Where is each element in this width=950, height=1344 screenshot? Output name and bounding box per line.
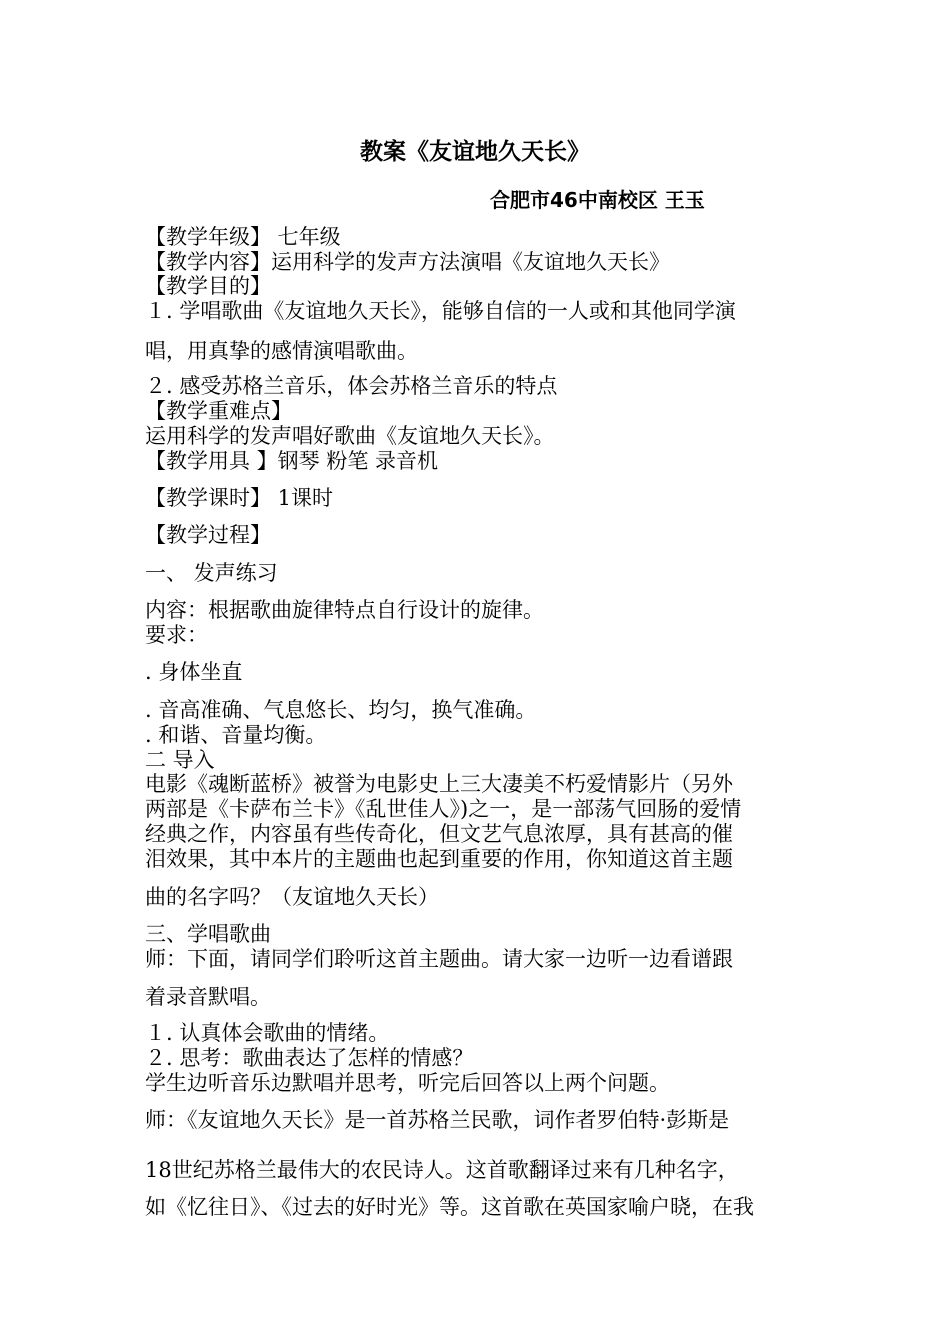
document-author: 合肥市46中南校区 王玉 xyxy=(490,188,705,212)
text-line: 【教学目的】 xyxy=(145,274,271,298)
text-line: . 音高准确、气息悠长、均匀，换气准确。 xyxy=(145,698,537,722)
text-line: 【教学用具 】钢琴 粉笔 录音机 xyxy=(145,449,439,473)
text-line: ２. 思考：歌曲表达了怎样的情感？ xyxy=(145,1046,474,1070)
text-line: 【教学过程】 xyxy=(145,523,271,547)
text-line: 【教学重难点】 xyxy=(145,399,292,423)
text-line: 曲的名字吗？（友谊地久天长） xyxy=(145,885,439,909)
text-line: 两部是《卡萨布兰卡》《乱世佳人》)之一，是一部荡气回肠的爱情 xyxy=(145,797,742,821)
text-line: . 和谐、音量均衡。 xyxy=(145,723,327,747)
text-line: 【教学内容】运用科学的发声方法演唱《友谊地久天长》 xyxy=(145,250,670,274)
text-line: 如《忆往日》、《过去的好时光》等。这首歌在英国家喻户晓，在我 xyxy=(145,1195,754,1219)
text-line: 内容：根据歌曲旋律特点自行设计的旋律。 xyxy=(145,598,544,622)
text-line: 电影《魂断蓝桥》被誉为电影史上三大凄美不朽爱情影片（另外 xyxy=(145,772,733,796)
text-line: 【教学课时】 1课时 xyxy=(145,486,334,510)
text-line: １. 学唱歌曲《友谊地久天长》，能够自信的一人或和其他同学演 xyxy=(145,299,736,323)
text-line: 二 导入 xyxy=(145,748,215,772)
text-line: 师：《友谊地久天长》是一首苏格兰民歌，词作者罗伯特·彭斯是 xyxy=(145,1108,730,1132)
text-line: 三、学唱歌曲 xyxy=(145,922,271,946)
text-line: 师：下面，请同学们聆听这首主题曲。请大家一边听一边看谱跟 xyxy=(145,947,733,971)
text-line: 18世纪苏格兰最伟大的农民诗人。这首歌翻译过来有几种名字， xyxy=(145,1158,739,1182)
text-line: 经典之作，内容虽有些传奇化，但文艺气息浓厚，具有甚高的催 xyxy=(145,822,733,846)
text-line: 泪效果，其中本片的主题曲也起到重要的作用，你知道这首主题 xyxy=(145,847,733,871)
text-line: 【教学年级】 七年级 xyxy=(145,225,341,249)
text-line: 唱，用真挚的感情演唱歌曲。 xyxy=(145,339,418,363)
text-line: 运用科学的发声唱好歌曲《友谊地久天长》。 xyxy=(145,424,555,448)
text-line: 要求： xyxy=(145,623,208,647)
text-line: 着录音默唱。 xyxy=(145,985,271,1009)
text-line: . 身体坐直 xyxy=(145,660,243,684)
text-line: １. 认真体会歌曲的情绪。 xyxy=(145,1021,390,1045)
text-line: 学生边听音乐边默唱并思考，听完后回答以上两个问题。 xyxy=(145,1071,670,1095)
document-title: 教案《友谊地久天长》 xyxy=(360,139,590,165)
text-line: 一、 发声练习 xyxy=(145,561,278,585)
text-line: ２. 感受苏格兰音乐，体会苏格兰音乐的特点 xyxy=(145,374,558,398)
